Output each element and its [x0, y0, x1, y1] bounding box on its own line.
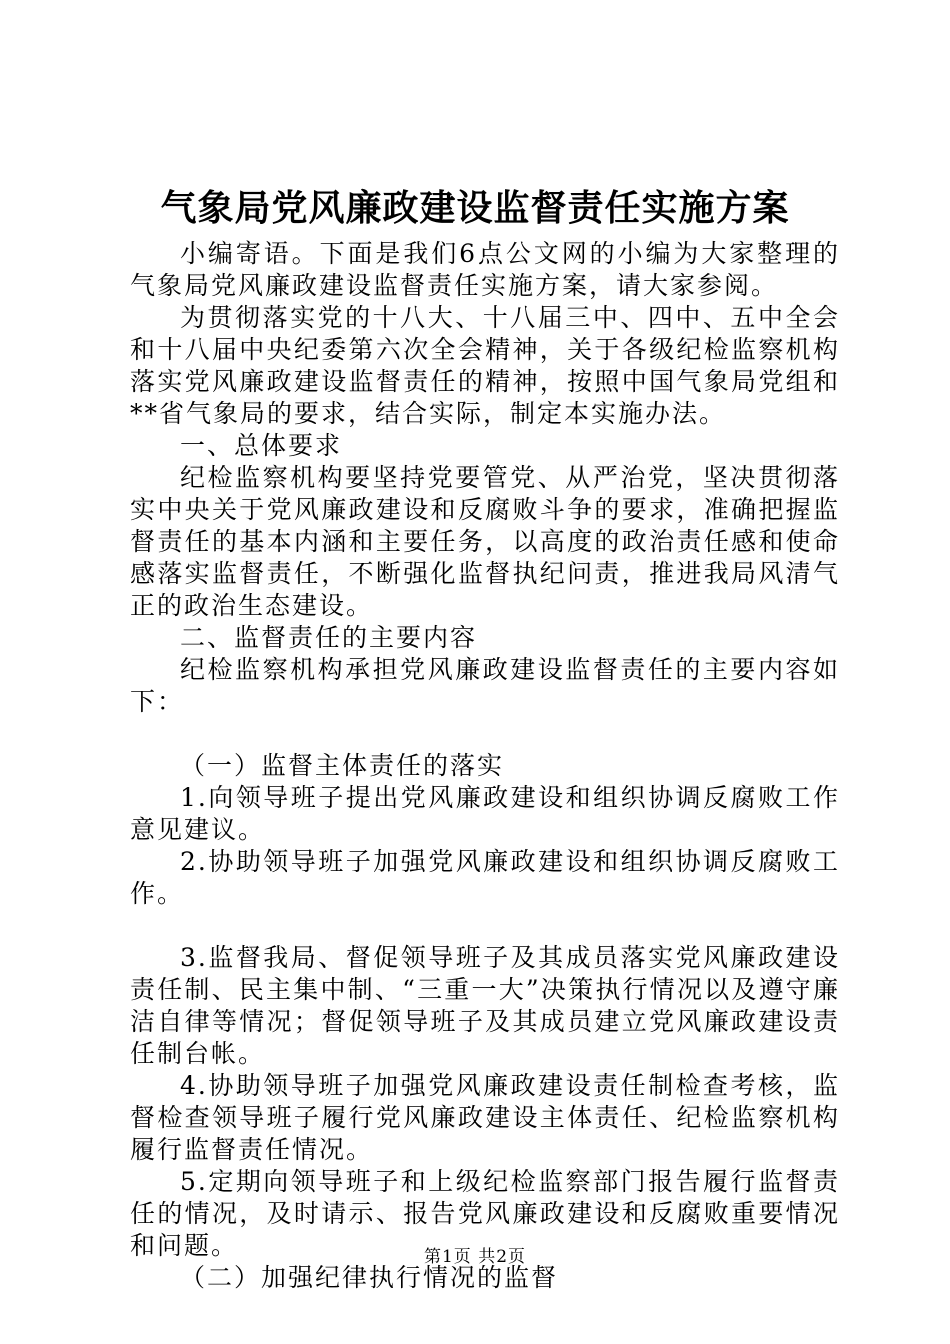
- list-item-3: 3.监督我局、督促领导班子及其成员落实党风廉政建设责任制、民主集中制、“三重一大”决策执行情况以及遵守廉洁自律等情况；督促领导班子及其成员建立党风廉政建设责任制台帐。: [130, 943, 840, 1068]
- paragraph-purpose: 为贯彻落实党的十八大、十八届三中、四中、五中全会和十八届中央纪委第六次全会精神，关于各级纪检监察机构落实党风廉政建设监督责任的精神，按照中国气象局党组和**省气象局的要求，结合实际，制定本实施办法。: [130, 303, 840, 428]
- section-heading-main-content: 二、监督责任的主要内容: [180, 623, 478, 652]
- subsection-heading-2: （二）加强纪律执行情况的监督: [180, 1263, 559, 1292]
- document-title: 气象局党风廉政建设监督责任实施方案: [160, 187, 790, 229]
- document-body: [130, 238, 840, 1294]
- paragraph-general-requirements: 纪检监察机构要坚持党要管党、从严治党，坚决贯彻落实中央关于党风廉政建设和反腐败斗争的要求，准确把握监督责任的基本内涵和主要任务，以高度的政治责任感和使命感落实监督责任，不断强化监督执纪问责，推进我局风清气正的政治生态建设。: [130, 463, 840, 620]
- list-item-4: 4.协助领导班子加强党风廉政建设责任制检查考核，监督检查领导班子履行党风廉政建设主体责任、纪检监察机构履行监督责任情况。: [130, 1071, 840, 1164]
- list-item-1: 1.向领导班子提出党风廉政建设和组织协调反腐败工作意见建议。: [130, 783, 840, 844]
- section-heading-general-requirements: 一、总体要求: [180, 431, 343, 460]
- paragraph-intro: 小编寄语。下面是我们6点公文网的小编为大家整理的气象局党风廉政建设监督责任实施方案，请大家参阅。: [130, 239, 840, 300]
- list-item-5: 5.定期向领导班子和上级纪检监察部门报告履行监督责任的情况，及时请示、报告党风廉政建设和反腐败重要情况和问题。: [130, 1167, 840, 1260]
- paragraph-main-content-intro: 纪检监察机构承担党风廉政建设监督责任的主要内容如下：: [130, 655, 840, 716]
- list-item-2: 2.协助领导班子加强党风廉政建设和组织协调反腐败工作。: [130, 847, 840, 908]
- page-number-footer: 第1页 共2页: [423, 1247, 527, 1267]
- subsection-heading-1: （一）监督主体责任的落实: [180, 751, 505, 780]
